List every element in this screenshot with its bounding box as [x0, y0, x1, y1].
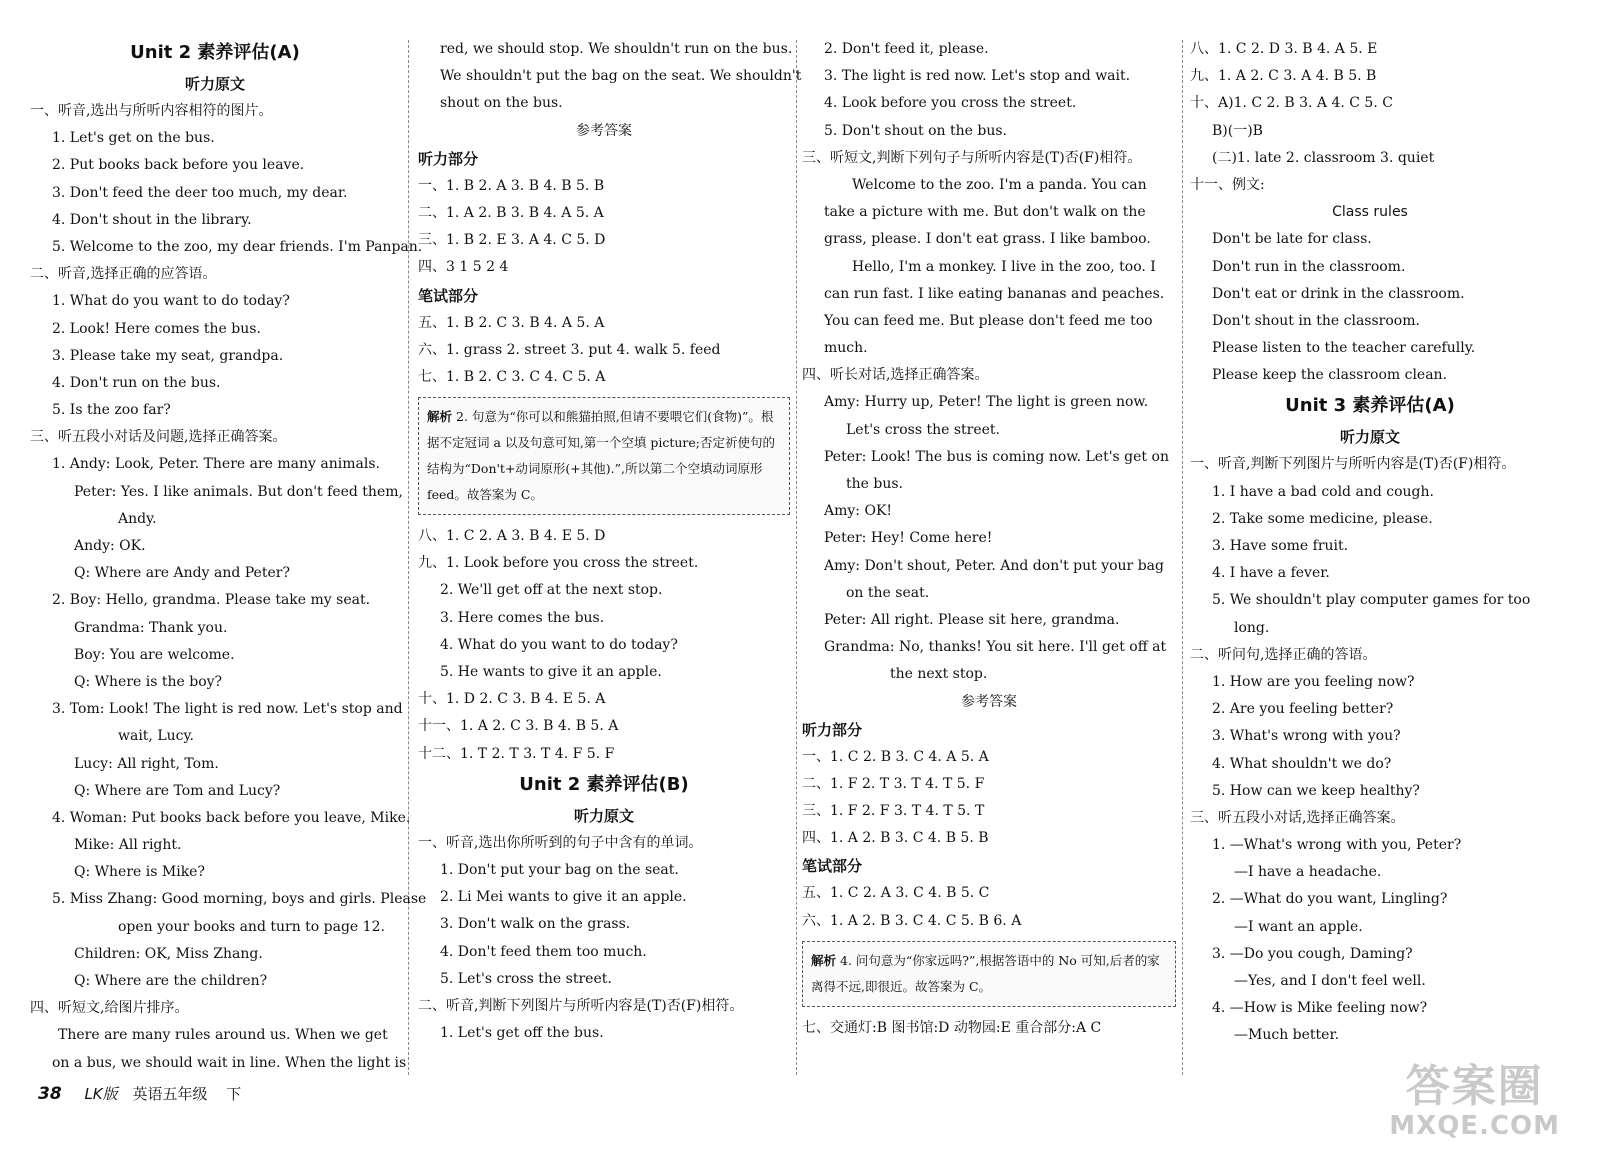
- column-1: [30, 36, 427, 1077]
- text-line: 3. What's wrong with you?: [1212, 728, 1401, 745]
- text-line: 1. What do you want to do today?: [52, 293, 290, 310]
- text-line: Don't run in the classroom.: [1212, 258, 1406, 275]
- text-line: Mike: All right.: [74, 837, 182, 854]
- analysis-note: [418, 397, 790, 515]
- text-line: Amy: Don't shout, Peter. And don't put your bag: [824, 557, 1164, 574]
- text-line: 2. Take some medicine, please.: [1212, 510, 1433, 527]
- text-line: Andy: OK.: [74, 538, 146, 554]
- text-line: Lucy: All right, Tom.: [74, 755, 219, 772]
- text-line: on a bus, we should wait in line. When the light is: [52, 1054, 407, 1071]
- section-subheading: 听力原文: [1339, 428, 1400, 447]
- text-line: You can feed me. But please don't feed me too: [824, 312, 1153, 329]
- edition-label: LK版: [84, 1085, 118, 1103]
- text-line: 3. Have some fruit.: [1212, 538, 1349, 554]
- text-line: We shouldn't put the bag on the seat. We shouldn't: [440, 68, 802, 85]
- column-2-lines-bottom: [418, 523, 790, 1047]
- text-line: long.: [1234, 619, 1270, 636]
- text-line: Peter: Hey! Come here!: [824, 530, 993, 547]
- text-line: 二、1. A 2. B 3. B 4. A 5. A: [418, 204, 604, 221]
- text-line: 三、1. B 2. E 3. A 4. C 5. D: [418, 232, 606, 249]
- text-line: Grandma: Thank you.: [74, 619, 228, 636]
- column-divider: [1182, 40, 1183, 1075]
- column-3-lines-bottom: [802, 1015, 1176, 1042]
- text-line: 4. Don't run on the bus.: [52, 374, 221, 391]
- text-line: 1. Let's get off the bus.: [440, 1025, 604, 1042]
- column-3: [802, 36, 1176, 1042]
- term-label: 下: [226, 1085, 242, 1103]
- text-line: 4. Woman: Put books back before you leave, Mike.: [52, 809, 411, 826]
- text-line: 九、1. A 2. C 3. A 4. B 5. B: [1190, 68, 1377, 85]
- text-line: 八、1. C 2. D 3. B 4. A 5. E: [1190, 41, 1378, 57]
- text-line: 4. Don't shout in the library.: [52, 211, 252, 228]
- centered-title: Class rules: [1332, 204, 1408, 221]
- text-line: much.: [824, 340, 868, 357]
- column-3-lines-top: [802, 36, 1176, 935]
- text-line: the next stop.: [890, 666, 988, 683]
- answer-section-heading: 听力部分: [802, 720, 863, 739]
- text-line: 一、1. B 2. A 3. B 4. B 5. B: [418, 177, 605, 194]
- column-1-lines: [30, 36, 427, 1077]
- text-line: 2. —What do you want, Lingling?: [1212, 891, 1448, 908]
- page-footer: [38, 1083, 241, 1104]
- column-4-lines: [1190, 36, 1550, 1050]
- text-line: 4. —How is Mike feeling now?: [1212, 1000, 1428, 1017]
- text-line: 5. Let's cross the street.: [440, 970, 612, 987]
- text-line: 5. How can we keep healthy?: [1212, 782, 1420, 799]
- text-line: 1. How are you feeling now?: [1212, 673, 1415, 690]
- text-line: 2. Li Mei wants to give it an apple.: [440, 889, 687, 906]
- watermark-text: 答案圈: [1405, 1061, 1544, 1112]
- text-line: Don't shout in the classroom.: [1212, 312, 1420, 329]
- section-subheading: 听力原文: [184, 75, 245, 93]
- text-line: Boy: You are welcome.: [74, 646, 235, 663]
- centered-title: 参考答案: [961, 693, 1017, 710]
- text-line: Q: Where is the boy?: [74, 673, 223, 690]
- column-divider: [408, 40, 409, 1075]
- text-line: 2. We'll get off at the next stop.: [440, 582, 663, 599]
- text-line: 一、1. C 2. B 3. C 4. A 5. A: [802, 748, 989, 765]
- text-line: —Much better.: [1234, 1027, 1340, 1044]
- text-line: 三、1. F 2. F 3. T 4. T 5. T: [802, 803, 985, 820]
- text-line: shout on the bus.: [440, 95, 563, 112]
- text-line: Q: Where are Tom and Lucy?: [74, 782, 281, 799]
- text-line: 2. Put books back before you leave.: [52, 157, 305, 174]
- text-line: 二、听音,判断下列图片与所听内容是(T)否(F)相符。: [418, 997, 744, 1014]
- column-2-lines-top: [418, 36, 802, 391]
- page-number: 38: [38, 1084, 62, 1104]
- paragraph-line: There are many rules around us. When we get: [58, 1027, 388, 1044]
- analysis-tag: 解析: [811, 952, 837, 968]
- text-line: grass, please. I don't eat grass. I like bamboo.: [824, 231, 1151, 248]
- text-line: 一、听音,选出你所听到的句子中含有的单词。: [418, 834, 703, 851]
- text-line: Peter: All right. Please sit here, grandma.: [824, 611, 1120, 628]
- text-line: 5. Welcome to the zoo, my dear friends. I'm Panpan.: [52, 238, 423, 255]
- text-line: 4. I have a fever.: [1212, 565, 1330, 582]
- text-line: 十一、例文:: [1190, 176, 1265, 193]
- text-line: 4. Look before you cross the street.: [824, 95, 1077, 112]
- centered-title: 参考答案: [576, 122, 632, 139]
- text-line: —I have a headache.: [1234, 864, 1382, 881]
- analysis-text: 4. 问句意为“你家远吗?”,根据答语中的 No 可知,后者的家离得不远,即很近。故答案为 C。: [811, 952, 1160, 994]
- text-line: Amy: Hurry up, Peter! The light is green now.: [824, 394, 1149, 411]
- text-line: Please listen to the teacher carefully.: [1212, 340, 1476, 357]
- analysis-note: [802, 941, 1176, 1007]
- text-line: red, we should stop. We shouldn't run on the bus.: [440, 41, 793, 57]
- text-line: 二、听问句,选择正确的答语。: [1190, 646, 1377, 663]
- text-line: take a picture with me. But don't walk on the: [824, 204, 1146, 221]
- text-line: 六、1. A 2. B 3. C 4. C 5. B 6. A: [802, 912, 1022, 929]
- text-line: 三、听五段小对话及问题,选择正确答案。: [30, 429, 287, 446]
- text-line: —I want an apple.: [1234, 918, 1363, 935]
- unit-heading: Unit 2 素养评估(A): [130, 42, 300, 63]
- analysis-tag: 解析: [427, 409, 453, 425]
- text-line: B)(一)B: [1212, 122, 1263, 139]
- text-line: open your books and turn to page 12.: [118, 918, 385, 935]
- text-line: (二)1. late 2. classroom 3. quiet: [1212, 149, 1435, 166]
- text-line: wait, Lucy.: [118, 728, 194, 745]
- answer-section-heading: 笔试部分: [802, 857, 863, 876]
- text-line: 七、1. B 2. C 3. C 4. C 5. A: [418, 368, 606, 385]
- text-line: 2. Don't feed it, please.: [824, 41, 989, 57]
- text-line: Q: Where is Mike?: [74, 864, 205, 881]
- text-line: 五、1. C 2. A 3. C 4. B 5. C: [802, 885, 990, 902]
- column-divider: [796, 40, 797, 1075]
- text-line: 3. —Do you cough, Daming?: [1212, 945, 1413, 962]
- text-line: 一、听音,判断下列图片与所听内容是(T)否(F)相符。: [1190, 456, 1516, 473]
- text-line: Don't be late for class.: [1212, 231, 1372, 248]
- paragraph-line: Welcome to the zoo. I'm a panda. You can: [852, 176, 1147, 193]
- watermark-url: MXQE.COM: [1389, 1111, 1560, 1141]
- text-line: Don't eat or drink in the classroom.: [1212, 285, 1465, 302]
- analysis-text: 2. 句意为“你可以和熊猫拍照,但请不要喂它们(食物)”。根据不定冠词 a 以及句意可知,第一个空填 picture;否定祈使句的结构为“Don't+动词原形(+其他).”,所以第二个空填动词原形 feed。故答案为 C。: [427, 409, 776, 503]
- text-line: 四、3 1 5 2 4: [418, 259, 509, 276]
- text-line: 3. Tom: Look! The light is red now. Let's stop and: [52, 701, 403, 718]
- text-line: Please keep the classroom clean.: [1212, 367, 1448, 384]
- text-line: 3. Please take my seat, grandpa.: [52, 347, 284, 364]
- text-line: on the seat.: [846, 584, 930, 601]
- text-line: 十、A)1. C 2. B 3. A 4. C 5. C: [1190, 95, 1393, 112]
- text-line: Grandma: No, thanks! You sit here. I'll get off at: [824, 639, 1167, 656]
- text-line: 1. —What's wrong with you, Peter?: [1212, 837, 1462, 854]
- text-line: 二、1. F 2. T 3. T 4. T 5. F: [802, 775, 985, 792]
- text-line: Peter: Look! The bus is coming now. Let's get on: [824, 448, 1169, 465]
- text-line: 四、听长对话,选择正确答案。: [802, 367, 989, 384]
- answer-section-heading: 听力部分: [418, 149, 479, 168]
- text-line: 2. Are you feeling better?: [1212, 701, 1394, 718]
- text-line: Peter: Yes. I like animals. But don't feed them,: [74, 483, 403, 500]
- text-line: 三、听短文,判断下列句子与所听内容是(T)否(F)相符。: [802, 149, 1142, 166]
- text-line: 四、听短文,给图片排序。: [30, 1000, 189, 1017]
- text-line: 四、1. A 2. B 3. C 4. B 5. B: [802, 830, 989, 847]
- text-line: 七、交通灯:B 图书馆:D 动物园:E 重合部分:A C: [802, 1019, 1102, 1036]
- unit-heading: Unit 3 素养评估(A): [1285, 395, 1455, 417]
- text-line: 3. The light is red now. Let's stop and wait.: [824, 68, 1131, 85]
- text-line: 十、1. D 2. C 3. B 4. E 5. A: [418, 691, 606, 708]
- text-line: 4. Don't feed them too much.: [440, 943, 647, 960]
- text-line: 一、听音,选出与所听内容相符的图片。: [30, 103, 273, 119]
- text-line: Q: Where are the children?: [74, 973, 268, 989]
- text-line: 3. Don't walk on the grass.: [440, 916, 631, 933]
- text-line: 3. Don't feed the deer too much, my dear.: [52, 184, 348, 201]
- text-line: 1. I have a bad cold and cough.: [1212, 483, 1434, 500]
- text-line: 三、听五段小对话,选择正确答案。: [1190, 809, 1405, 826]
- text-line: 十二、1. T 2. T 3. T 4. F 5. F: [418, 745, 615, 762]
- text-line: 六、1. grass 2. street 3. put 4. walk 5. feed: [418, 341, 721, 358]
- text-line: 2. Boy: Hello, grandma. Please take my seat.: [52, 592, 371, 609]
- text-line: 1. Don't put your bag on the seat.: [440, 861, 679, 878]
- text-line: Children: OK, Miss Zhang.: [74, 945, 263, 962]
- text-line: 5. We shouldn't play computer games for too: [1212, 592, 1531, 609]
- text-line: 八、1. C 2. A 3. B 4. E 5. D: [418, 528, 606, 545]
- text-line: —Yes, and I don't feel well.: [1234, 973, 1426, 989]
- text-line: Amy: OK!: [824, 503, 893, 520]
- text-line: 5. Don't shout on the bus.: [824, 122, 1008, 139]
- subject-label: 英语五年级: [132, 1085, 208, 1103]
- paragraph-line: Hello, I'm a monkey. I live in the zoo, too. I: [852, 258, 1156, 275]
- unit-heading: Unit 2 素养评估(B): [519, 773, 689, 795]
- text-line: 3. Here comes the bus.: [440, 609, 605, 626]
- text-line: Q: Where are Andy and Peter?: [74, 565, 290, 582]
- text-line: 1. Let's get on the bus.: [52, 130, 215, 147]
- text-line: 2. Look! Here comes the bus.: [52, 320, 261, 337]
- text-line: can run fast. I like eating bananas and peaches.: [824, 285, 1165, 302]
- text-line: 1. Andy: Look, Peter. There are many animals.: [52, 456, 380, 473]
- text-line: Andy.: [118, 510, 157, 527]
- column-2: [418, 36, 802, 1047]
- text-line: 4. What do you want to do today?: [440, 636, 678, 653]
- section-subheading: 听力原文: [573, 806, 634, 825]
- text-line: 4. What shouldn't we do?: [1212, 755, 1392, 772]
- text-line: 5. Miss Zhang: Good morning, boys and girls. Please: [52, 891, 427, 908]
- text-line: 五、1. B 2. C 3. B 4. A 5. A: [418, 314, 605, 331]
- answer-section-heading: 笔试部分: [418, 286, 479, 305]
- text-line: Let's cross the street.: [846, 421, 1000, 438]
- text-line: 十一、1. A 2. C 3. B 4. B 5. A: [418, 718, 619, 735]
- text-line: 5. Is the zoo far?: [52, 402, 171, 419]
- text-line: 九、1. Look before you cross the street.: [418, 555, 699, 572]
- text-line: 二、听音,选择正确的应答语。: [30, 266, 217, 283]
- column-4: [1190, 36, 1550, 1050]
- text-line: the bus.: [846, 476, 903, 492]
- text-line: 5. He wants to give it an apple.: [440, 664, 662, 680]
- watermark-logo: [1389, 1063, 1560, 1141]
